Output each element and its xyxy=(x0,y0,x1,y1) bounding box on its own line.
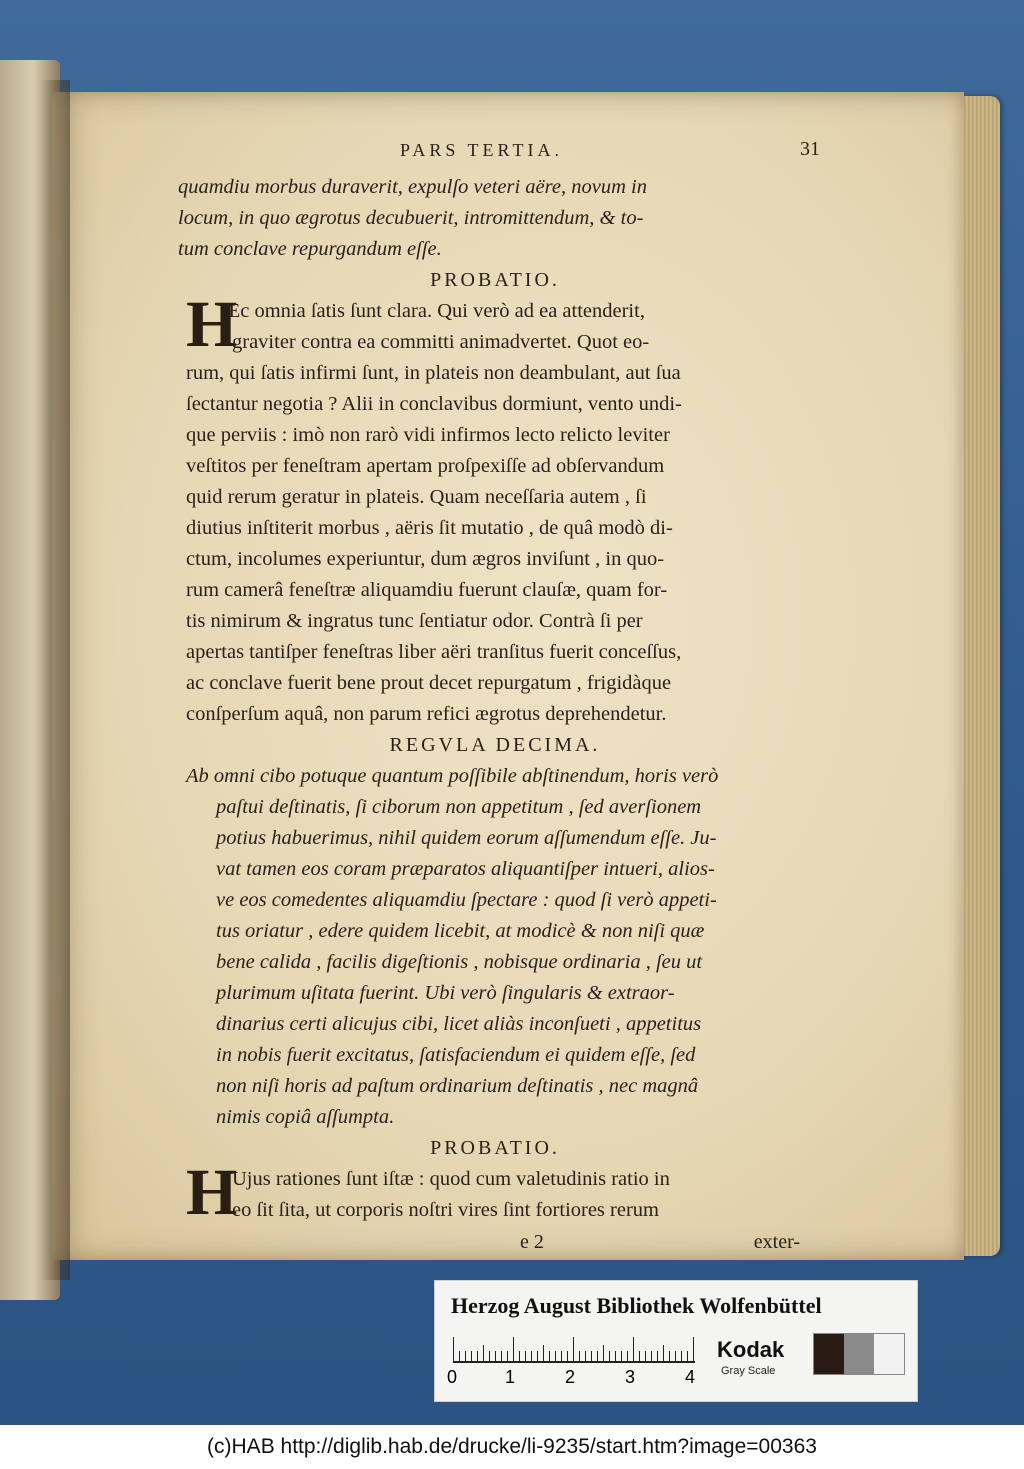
gutter-shadow xyxy=(40,80,70,1280)
page-text xyxy=(150,172,800,1258)
text-line: veſtitos per feneſtram apertam proſpexiſſe ad obſervandum xyxy=(186,455,665,477)
ruler-tick xyxy=(549,1351,550,1361)
ruler-tick xyxy=(561,1351,562,1361)
ruler-tick xyxy=(579,1351,580,1361)
ruler-tick xyxy=(645,1351,646,1361)
text-line: dinarius certi alicujus cibi, licet aliàs inconſueti , appetitus xyxy=(216,1013,702,1035)
ruler-tick xyxy=(483,1345,484,1361)
ruler-tick xyxy=(609,1351,610,1361)
ruler-tick xyxy=(687,1351,688,1361)
ruler-tick xyxy=(585,1351,586,1361)
gray-scale-label: Gray Scale xyxy=(721,1365,776,1377)
ruler-scale xyxy=(453,1335,695,1363)
ruler-tick xyxy=(567,1351,568,1361)
ruler-tick xyxy=(531,1351,532,1361)
ruler-tick xyxy=(537,1351,538,1361)
running-head: PARS TERTIA. xyxy=(400,140,563,160)
ruler-label: 0 xyxy=(447,1367,458,1387)
text-line: ſectantur negotia ? Alii in conclavibus dormiunt, vento undi- xyxy=(186,393,682,415)
ruler-label: 1 xyxy=(505,1367,516,1387)
library-color-card xyxy=(434,1280,918,1402)
text-line: paſtui deſtinatis, ſi ciborum non appetitum , ſed averſionem xyxy=(216,796,702,818)
paragraph xyxy=(150,288,800,730)
text-line: ve eos comedentes aliquamdiu ſpectare : quod ſi verò appeti- xyxy=(216,889,717,911)
swatch-dark xyxy=(814,1334,844,1374)
text-line: conſperſum aquâ, non parum refici ægrotus deprehendetur. xyxy=(186,703,667,725)
ruler-tick xyxy=(621,1351,622,1361)
text-line: nimis copiâ aſſumpta. xyxy=(216,1106,395,1128)
ruler-tick xyxy=(681,1351,682,1361)
ruler-tick xyxy=(453,1337,454,1361)
text-line: plurimum uſitata fuerint. Ubi verò ſingularis & extraor- xyxy=(216,982,675,1004)
section-heading: PROBATIO. xyxy=(430,269,560,291)
ruler-tick xyxy=(459,1351,460,1361)
paragraph xyxy=(150,1156,800,1229)
ruler-tick xyxy=(597,1351,598,1361)
catchword: exter- xyxy=(753,1231,800,1253)
ruler-tick xyxy=(627,1351,628,1361)
swatch-mid xyxy=(844,1334,874,1374)
ruler-tick xyxy=(591,1351,592,1361)
text-line: tus oriatur , edere quidem licebit, at modicè & non niſi quæ xyxy=(216,920,705,942)
ruler-tick xyxy=(663,1345,664,1361)
ruler-tick xyxy=(489,1351,490,1361)
text-line: quamdiu morbus duraverit, expulſo veteri aëre, novum in xyxy=(178,176,647,198)
text-line: Æc omnia ſatis ſunt clara. Qui verò ad ea attenderit, xyxy=(222,300,645,322)
ruler-tick xyxy=(669,1351,670,1361)
section-heading: PROBATIO. xyxy=(430,1137,560,1159)
ruler-tick xyxy=(477,1351,478,1361)
ruler-tick xyxy=(615,1351,616,1361)
source-url: (c)HAB http://diglib.hab.de/drucke/li-9235/start.htm?image=00363 xyxy=(207,1435,817,1458)
page-number: 31 xyxy=(800,138,820,160)
ruler-tick xyxy=(657,1351,658,1361)
ruler-tick xyxy=(651,1351,652,1361)
ruler-tick xyxy=(603,1345,604,1361)
ruler-tick xyxy=(465,1351,466,1361)
signature-mark: e 2 xyxy=(520,1231,544,1253)
ruler-tick xyxy=(501,1351,502,1361)
ruler-tick xyxy=(507,1351,508,1361)
ruler-tick xyxy=(543,1345,544,1361)
text-line: vat tamen eos coram præparatos aliquantiſper intueri, alios- xyxy=(216,858,715,880)
ruler-tick xyxy=(513,1337,514,1361)
ruler-label: 3 xyxy=(625,1367,636,1387)
text-line: locum, in quo ægrotus decubuerit, intromittendum, & to- xyxy=(178,207,644,229)
source-url-bar xyxy=(0,1425,1024,1469)
kodak-logo: Kodak xyxy=(717,1337,785,1362)
text-line: bene calida , facilis digeſtionis , nobisque ordinaria , ſeu ut xyxy=(216,951,703,973)
text-line: eo ſit ſita, ut corporis noſtri vires ſint fortiores rerum xyxy=(232,1199,659,1221)
ruler-labels xyxy=(447,1367,707,1389)
text-line: que perviis : imò non rarò vidi infirmos lecto relicto leviter xyxy=(186,424,670,446)
ruler-tick xyxy=(555,1351,556,1361)
text-line: apertas tantiſper feneſtras liber aëri tranſitus fuerit conceſſus, xyxy=(186,641,682,663)
ruler-tick xyxy=(495,1351,496,1361)
text-line: Ab omni cibo potuque quantum poſſibile abſtinendum, horis verò xyxy=(186,765,719,787)
ruler-tick xyxy=(471,1351,472,1361)
ruler-tick xyxy=(675,1351,676,1361)
text-line: quid rerum geratur in plateis. Quam neceſſaria autem , ſi xyxy=(186,486,647,508)
swatch-light xyxy=(874,1334,904,1374)
page-header xyxy=(110,140,820,168)
library-name: Herzog August Bibliothek Wolfenbüttel xyxy=(451,1293,822,1318)
text-line: ctum, incolumes experiuntur, dum ægros inviſunt , in quo- xyxy=(186,548,665,570)
ruler-tick xyxy=(693,1337,694,1361)
text-line: in nobis fuerit excitatus, ſatisfaciendum ei quidem eſſe, ſed xyxy=(216,1044,696,1066)
text-line: ac conclave fuerit bene prout decet repurgatum , frigidàque xyxy=(186,672,672,694)
drop-cap: H xyxy=(186,1156,238,1229)
ruler-label: 2 xyxy=(565,1367,576,1387)
ruler-label: 4 xyxy=(685,1367,696,1387)
gray-scale-swatches xyxy=(813,1333,905,1375)
text-line: rum camerâ feneſtræ aliquamdiu fuerunt clauſæ, quam for- xyxy=(186,579,668,601)
ruler-tick xyxy=(519,1351,520,1361)
text-line: rum, qui ſatis infirmi ſunt, in plateis non deambulant, aut ſua xyxy=(186,362,681,384)
ruler-tick xyxy=(639,1351,640,1361)
text-line: tis nimirum & ingratus tunc ſentiatur odor. Contrà ſi per xyxy=(186,610,643,632)
text-line: Ujus rationes ſunt iſtæ : quod cum valetudinis ratio in xyxy=(232,1168,670,1190)
ruler-tick xyxy=(573,1337,574,1361)
ruler-tick xyxy=(525,1351,526,1361)
text-line: potius habuerimus, nihil quidem eorum aſſumendum eſſe. Ju- xyxy=(216,827,717,849)
page-foot xyxy=(150,1226,800,1258)
text-line: diutius inſtiterit morbus , aëris ſit mutatio , de quâ modò di- xyxy=(186,517,673,539)
section-heading: REGVLA DECIMA. xyxy=(389,734,601,756)
text-line: graviter contra ea committi animadvertet. Quot eo- xyxy=(232,331,650,353)
drop-cap: H xyxy=(186,288,238,361)
ruler-tick xyxy=(633,1337,634,1361)
text-line: non niſi horis ad paſtum ordinarium deſtinatis , nec magnâ xyxy=(216,1075,699,1097)
text-line: tum conclave repurgandum eſſe. xyxy=(178,238,442,260)
